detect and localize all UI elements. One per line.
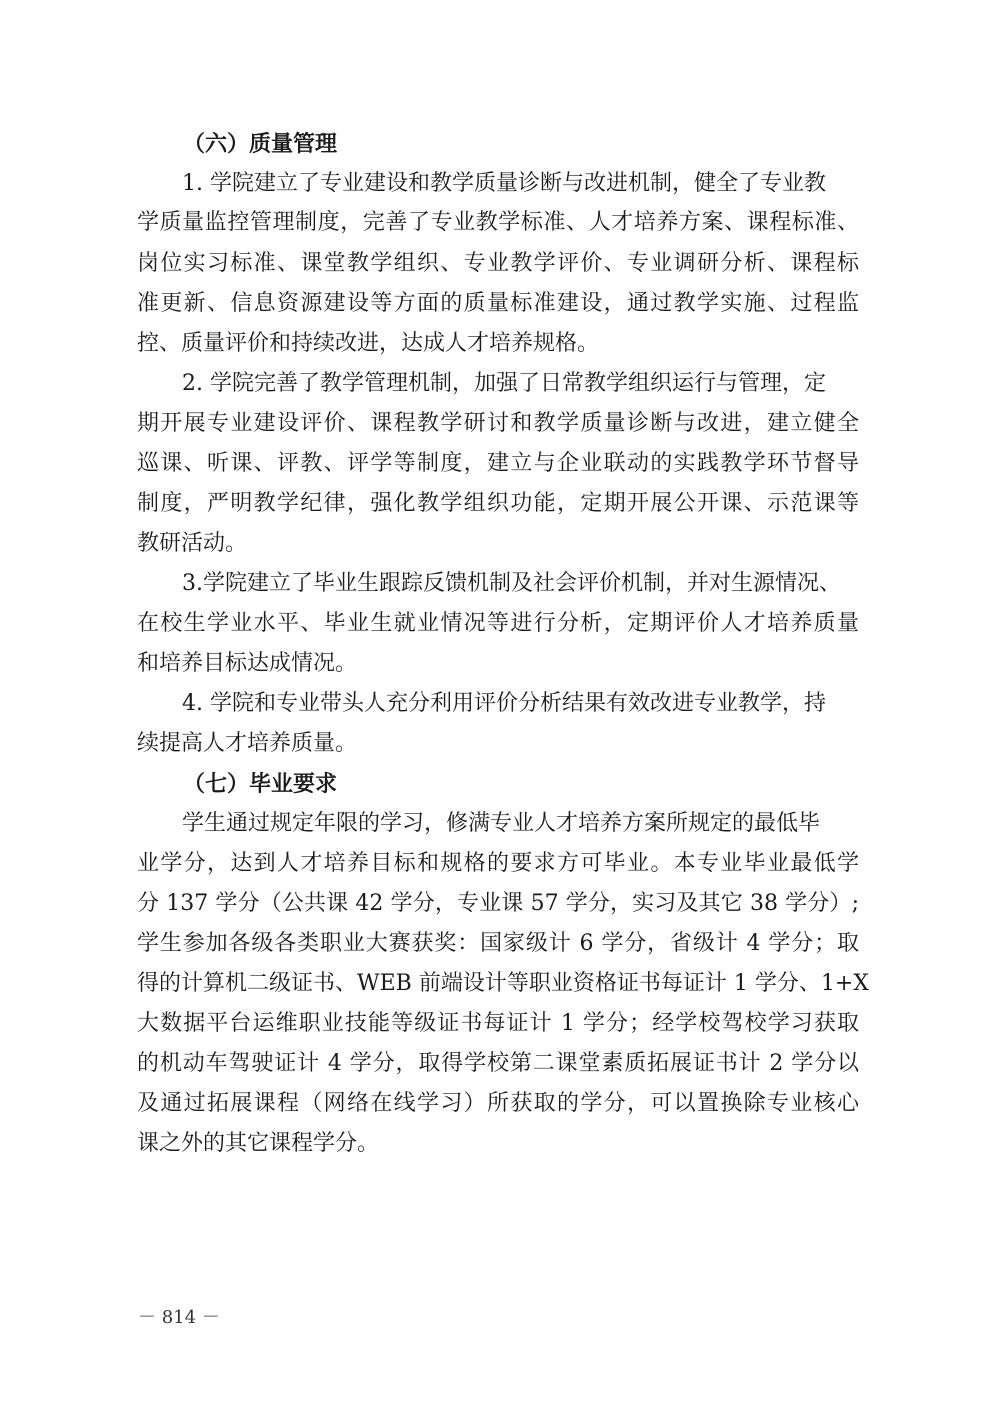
- paragraph-line: 准更新、信息资源建设等方面的质量标准建设，通过教学实施、过程监: [137, 291, 859, 316]
- paragraph-line: 得的计算机二级证书、WEB 前端设计等职业资格证书每证计 1 学分、1+X: [137, 971, 869, 996]
- paragraph-line: 业学分，达到人才培养目标和规格的要求方可毕业。本专业毕业最低学: [137, 851, 859, 876]
- paragraph-line: 期开展专业建设评价、课程教学研讨和教学质量诊断与改进，建立健全: [137, 411, 859, 436]
- page-number: － 814 －: [138, 1307, 220, 1328]
- paragraph-line: 分 137 学分（公共课 42 学分，专业课 57 学分，实习及其它 38 学分）;: [137, 891, 859, 916]
- paragraph-line: 及通过拓展课程（网络在线学习）所获取的学分，可以置换除专业核心: [137, 1091, 859, 1116]
- paragraph-line: 大数据平台运维职业技能等级证书每证计 1 学分；经学校驾校学习获取: [137, 1011, 859, 1036]
- paragraph-line: 制度，严明教学纪律，强化教学组织功能，定期开展公开课、示范课等: [137, 491, 859, 516]
- paragraph-line: 在校生学业水平、毕业生就业情况等进行分析，定期评价人才培养质量: [137, 611, 859, 636]
- paragraph-line: 学质量监控管理制度，完善了专业教学标准、人才培养方案、课程标准、: [137, 210, 859, 235]
- paragraph-line: 学生参加各级各类职业大赛获奖：国家级计 6 学分，省级计 4 学分；取: [137, 931, 859, 956]
- paragraph-line: 巡课、听课、评教、评学等制度，建立与企业联动的实践教学环节督导: [137, 451, 859, 476]
- paragraph-line: 岗位实习标准、课堂教学组织、专业教学评价、专业调研分析、课程标: [137, 251, 859, 276]
- paragraph-line: 的机动车驾驶证计 4 学分，取得学校第二课堂素质拓展证书计 2 学分以: [137, 1051, 859, 1076]
- document-page: （六）质量管理 1. 学院建立了专业建设和教学质量诊断与改进机制，健全了专业教 学质量监控管理制度，完善了专业教学标准、人才培养方案、课程标准、 岗位实习标准、课堂教学组织、专业教学评价、专业调研分析、课程标 准更新、信息资源建设等方面的质量标准建设，通过教学实施、过程监 控、质量评价和持续改进，达成人才培养规格。 2. 学院完善了教学管理机制，加强了日常教学组织运行与管理，定 期开展专业建设评价、课程教学研讨和教学质量诊断与改进，建立健全 巡课、听课、评教、评学等制度，建立与企业联动的实践教学环节督导 制度，严明教学纪律，强化教学组织功能，定期开展公开课、示范课等 教研活动。 3.学院建立了毕业生跟踪反馈机制及社会评价机制，并对生源情况、 在校生学业水平、毕业生就业情况等进行分析，定期评价人才培养质量 和培养目标达成情况。 4. 学院和专业带头人充分利用评价分析结果有效改进专业教学，持 续提高人才培养质量。 （七）毕业要求 学生通过规定年限的学习，修满专业人才培养方案所规定的最低毕 业学分，达到人才培养目标和规格的要求方可毕业。本专业毕业最低学 分 137 学分（公共课 42 学分，专业课 57 学分，实习及其它 38 学分）; 学生参加各级各类职业大赛获奖：国家级计 6 学分，省级计 4 学分；取 得的计算机二级证书、WEB 前端设计等职业资格证书每证计 1 学分、1+X 大数据平台运维职业技能等级证书每证计 1 学分；经学校驾校学习获取 的机动车驾驶证计 4 学分，取得学校第二课堂素质拓展证书计 2 学分以 及通过拓展课程（网络在线学习）所获取的学分，可以置换除专业核心 课之外的其它课程学分。 － 814 －: [137, 131, 869, 1328]
